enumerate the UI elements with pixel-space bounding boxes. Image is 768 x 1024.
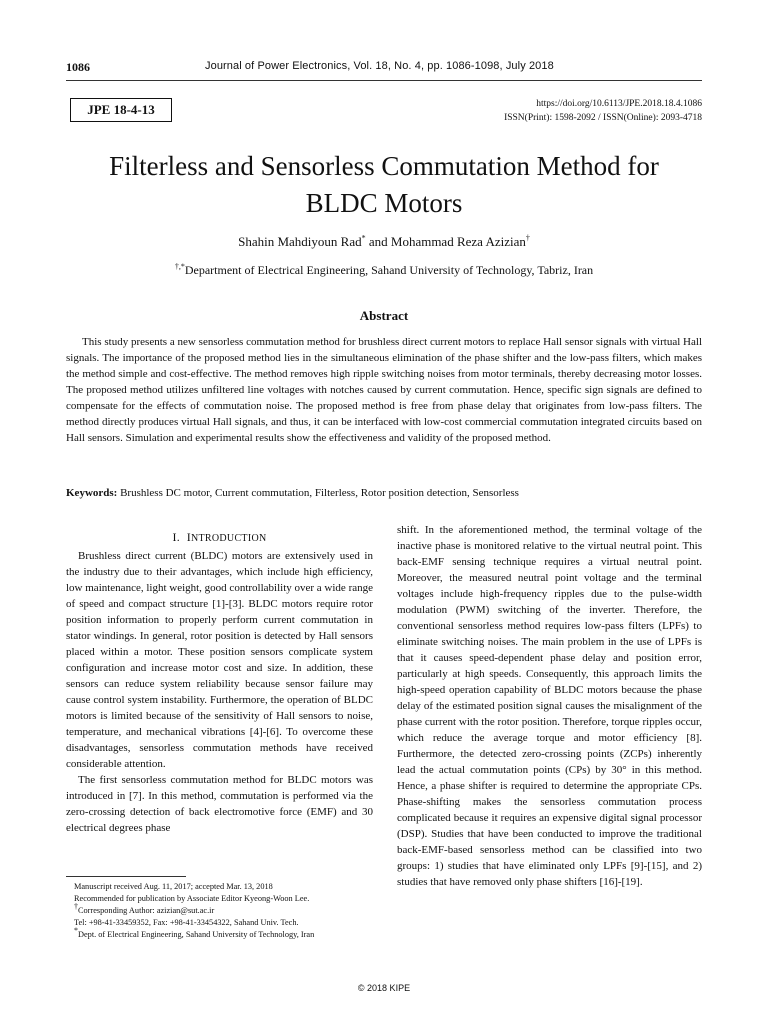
keywords-label: Keywords: — [66, 487, 118, 499]
jpe-code-box: JPE 18-4-13 — [70, 98, 172, 122]
footnote-received: Manuscript received Aug. 11, 2017; accepted Mar. 13, 2018 — [74, 882, 273, 891]
copyright: © 2018 KIPE — [357, 983, 411, 993]
affiliation-text: Department of Electrical Engineering, Sahand University of Technology, Tabriz, Iran — [184, 263, 594, 277]
author-2-mark: † — [525, 233, 530, 243]
affiliation-mark: †,* — [174, 262, 185, 271]
section-number: I. — [172, 530, 181, 544]
footnote-dept-text: Dept. of Electrical Engineering, Sahand University of Technology, Iran — [78, 930, 315, 939]
footnote-rule — [66, 876, 186, 877]
footnote-corresponding-text: Corresponding Author: azizian@sut.ac.ir — [78, 906, 215, 915]
footnote-mark-dagger: † — [74, 902, 78, 912]
footnote-corresponding — [74, 902, 374, 917]
doi-block — [504, 97, 702, 125]
footnote-mark-star: * — [74, 926, 78, 936]
abstract-heading: Abstract — [359, 308, 409, 323]
left-column — [66, 548, 373, 836]
right-column — [397, 522, 702, 890]
page-number: 1086 — [66, 60, 90, 74]
intro-paragraph-1: Brushless direct current (BLDC) motors are extensively used in the industry due to their advantages, which include high efficiency, low maintenance, light weight, good controllability over a wide range of speed and compact structure [1]-[3]. BLDC motors require rotor position information to properly perform current commutation in stator windings. In general, rotor position is detected by Hall sensors placed within a motor. These position sensors complicate system configuration and increase motor cost and size. In addition, these sensors can reduce system reliability because sensor failure may cause control system instability. Furthermore, the operation of BLDC motors is limited because of the sensitivity of Hall sensors to noise, temperature, and mechanical vibrations [4]-[6]. To overcome these disadvantages, sensorless commutation methods have received considerable attention. — [66, 550, 373, 770]
footnote-recommended: Recommended for publication by Associate Editor Kyeong-Woon Lee. — [74, 894, 310, 903]
doi-link[interactable]: https://doi.org/10.6113/JPE.2018.18.4.1086 — [536, 99, 702, 109]
footnotes — [74, 881, 374, 941]
affiliation — [66, 263, 702, 278]
author-1: Shahin Mahdiyoun Rad — [238, 234, 362, 249]
journal-citation: Journal of Power Electronics, Vol. 18, No. 4, pp. 1086-1098, July 2018 — [205, 60, 554, 72]
section-heading-introduction — [66, 530, 373, 545]
paper-title — [66, 148, 702, 222]
author-joiner: and Mohammad Reza Azizian — [365, 234, 526, 249]
footnote-dept — [74, 926, 374, 941]
intro-paragraph-continued: shift. In the aforementioned method, the terminal voltage of the inactive phase is monitored relative to the virtual neutral point. This back-EMF sensing technique requires a virtual neutral point. Moreover, the measured neutral point voltage and the terminal voltages include high-frequency ripples due to the pulse-width modulation (PWM) switching of the inverter. Therefore, the conventional sensorless method requires low-pass filters (LPFs) to eliminate switching noises. The main problem in the use of LPFs is that it causes speed-dependent phase delay and position error, particularly at high speeds. Consequently, this approach limits the high-speed operation capability of BLDC motors because the phase delay of the estimated position signal causes the misalignment of the phase current with the rotor position. Therefore, torque ripples occur, which reduce the average torque and motor efficiency [8]. Furthermore, the detected zero-crossing points (ZCPs) inherently lead the actual commutation points (CPs) by 30° in this method. Hence, a phase shifter is required to determine the appropriate CPs. Phase-shifting makes the sensorless commutation process complicated because it requires an expensive digital signal processor (DSP). Studies that have been conducted to improve the traditional back-EMF-based sensorless method can be classified into two groups: 1) studies that have eliminated only LPFs [9]-[15], and 2) studies that have removed only phase shifters [16]-[19]. — [397, 524, 702, 888]
author-list — [66, 234, 702, 250]
header-rule — [66, 80, 702, 81]
section-title-first: I — [186, 530, 191, 544]
section-title-rest: NTRODUCTION — [190, 533, 267, 544]
intro-paragraph-2: The first sensorless commutation method for BLDC motors was introduced in [7]. In this method, commutation is performed via the zero-crossing detection of back electromotive force (EMF) and 30 electrical degrees phase — [66, 774, 373, 834]
footnote-contact: Tel: +98-41-33459352, Fax: +98-41-33454322, Sahand Univ. Tech. — [74, 918, 299, 927]
keywords — [66, 485, 702, 501]
issn-text: ISSN(Print): 1598-2092 / ISSN(Online): 2093-4718 — [504, 113, 702, 123]
keywords-text: Brushless DC motor, Current commutation, Filterless, Rotor position detection, Sensorless — [117, 487, 519, 499]
title-line-2: BLDC Motors — [305, 188, 463, 218]
abstract-body: This study presents a new sensorless commutation method for brushless direct current motors to replace Hall sensor signals with virtual Hall signals. The importance of the proposed method lies in the simultaneous elimination of the phase shifter and the low-pass filters, which makes the method simple and cost-effective. The method removes high ripple switching noises from motor terminals, thereby decreasing motor losses. The proposed method utilizes unfiltered line voltages with notches caused by current commutation. Hence, specific sign signals are defined to compensate for the effects of commutation noise. The proposed method is free from phase delay that originates from low-pass filters. The method directly produces virtual Hall signals, and thus, it can be interfaced with low-cost commercial commutation integrated circuits based on Hall sensors. Simulation and experimental results show the effectiveness and validity of the proposed method. — [66, 336, 702, 444]
title-line-1: Filterless and Sensorless Commutation Method for — [109, 151, 659, 181]
author-1-mark: * — [361, 233, 366, 243]
